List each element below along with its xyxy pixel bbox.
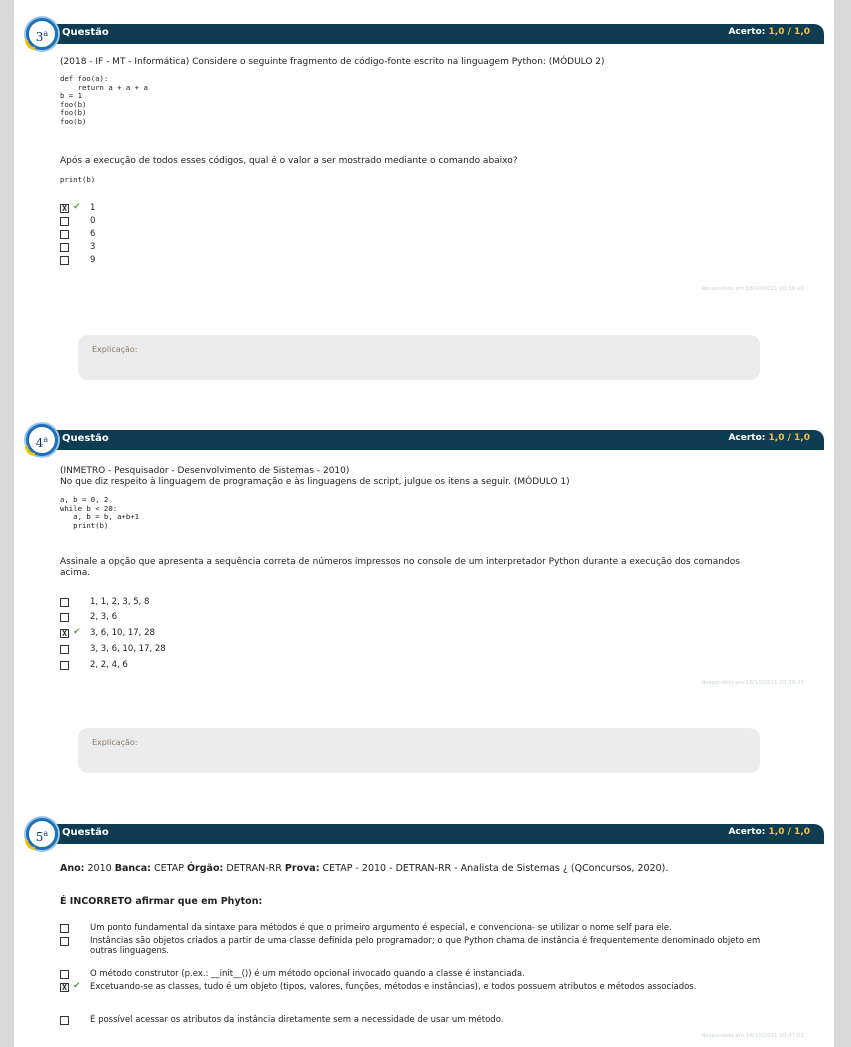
question-metadata: Ano: 2010 Banca: CETAP Órgão: DETRAN-RR Prova: CETAP - 2010 - DETRAN-RR - Analista de Sistemas ¿ (QConcursos, 2020). <box>60 863 669 874</box>
badge-swoosh-icon <box>25 40 35 50</box>
explanation-panel <box>78 728 760 773</box>
option-label: 0 <box>90 216 96 226</box>
answer-checkbox[interactable] <box>60 598 69 607</box>
score: Acerto: 1,0 / 1,0 <box>728 27 810 37</box>
question-number-badge: 5$^a$ <box>26 818 58 850</box>
option-label: Instâncias são objetos criados a partir de uma classe definida pelo programador; o que Python chama de instância é frequentemente denominado objeto em outras linguagens. <box>90 936 761 956</box>
question-title: Questão <box>62 827 109 838</box>
correct-check-icon: ✔ <box>73 202 81 212</box>
question-header <box>44 430 824 450</box>
answer-checkbox[interactable] <box>60 256 69 265</box>
answer-checkbox[interactable]: X <box>60 204 69 213</box>
correct-check-icon: ✔ <box>73 627 81 637</box>
explanation-label: Explicação: <box>92 345 138 354</box>
answered-timestamp: Respondido em 18/10/2021 20:47:02 <box>701 1033 804 1039</box>
option-label: 1 <box>90 203 96 213</box>
answer-checkbox[interactable] <box>60 924 69 933</box>
question-number-badge: 3$^a$ <box>26 18 58 50</box>
option-label: 3, 6, 10, 17, 28 <box>90 628 155 638</box>
answer-checkbox[interactable] <box>60 937 69 946</box>
question-prompt: Assinale a opção que apresenta a sequência correta de números impressos no console de um interpretador Python durante a execução dos comandos acima. <box>60 557 740 578</box>
code-block: def foo(a): return a + a + a b = 1 foo(b) foo(b) foo(b) <box>60 74 148 126</box>
question-header <box>44 24 824 44</box>
option-label: O método construtor (p.ex.: __init__()) é um método opcional invocado quando a classe é instanciada. <box>90 969 525 979</box>
badge-swoosh-icon <box>25 840 35 850</box>
score: Acerto: 1,0 / 1,0 <box>728 827 810 837</box>
answer-checkbox[interactable] <box>60 230 69 239</box>
question-statement: No que diz respeito à linguagem de programação e às linguagens de script, julgue os itens a seguir. (MÓDULO 1) <box>60 477 570 487</box>
option-label: 6 <box>90 229 96 239</box>
code-block-print: print(b) <box>60 175 96 184</box>
option-label: Excetuando-se as classes, tudo é um objeto (tipos, valores, funções, métodos e instâncias), e todos possuem atributos e métodos associados. <box>90 982 697 992</box>
option-label: 2, 2, 4, 6 <box>90 660 128 670</box>
option-label: Um ponto fundamental da sintaxe para métodos é que o primeiro argumento é especial, e convenciona- se utilizar o nome self para ele. <box>90 923 672 933</box>
option-label: 2, 3, 6 <box>90 612 118 622</box>
correct-check-icon: ✔ <box>73 981 81 991</box>
answer-checkbox[interactable] <box>60 243 69 252</box>
answer-checkbox[interactable] <box>60 970 69 979</box>
explanation-panel <box>78 335 760 380</box>
answer-checkbox[interactable] <box>60 217 69 226</box>
answered-timestamp: Respondido em 18/10/2021 20:39:25 <box>701 680 804 686</box>
answer-checkbox[interactable] <box>60 661 69 670</box>
question-prompt: Após a execução de todos esses códigos, qual é o valor a ser mostrado mediante o comando abaixo? <box>60 156 518 166</box>
option-label: 9 <box>90 255 96 265</box>
explanation-label: Explicação: <box>92 738 138 747</box>
answer-checkbox[interactable] <box>60 1016 69 1025</box>
answer-checkbox[interactable]: X <box>60 629 69 638</box>
question-title: Questão <box>62 27 109 38</box>
answer-checkbox[interactable]: X <box>60 983 69 992</box>
code-block: a, b = 0, 2 while b < 20: a, b = b, a+b+1 print(b) <box>60 495 140 530</box>
question-number-badge: 4$^a$ <box>26 424 58 456</box>
option-label: 3, 3, 6, 10, 17, 28 <box>90 644 166 654</box>
option-label: 3 <box>90 242 96 252</box>
answer-checkbox[interactable] <box>60 613 69 622</box>
score: Acerto: 1,0 / 1,0 <box>728 433 810 443</box>
question-heading: É INCORRETO afirmar que em Phyton: <box>60 896 263 907</box>
question-statement: (2018 - IF - MT - Informática) Considere o seguinte fragmento de código-fonte escrito na linguagem Python: (MÓDULO 2) <box>60 57 605 67</box>
option-label: É possível acessar os atributos da instância diretamente sem a necessidade de usar um método. <box>90 1015 504 1025</box>
question-header <box>44 824 824 844</box>
answered-timestamp: Respondido em 18/10/2021 20:39:10 <box>701 286 804 292</box>
question-title: Questão <box>62 433 109 444</box>
exam-page <box>14 0 834 1047</box>
question-statement: (INMETRO - Pesquisador - Desenvolvimento de Sistemas - 2010) <box>60 466 350 476</box>
answer-checkbox[interactable] <box>60 645 69 654</box>
badge-swoosh-icon <box>25 446 35 456</box>
option-label: 1, 1, 2, 3, 5, 8 <box>90 597 150 607</box>
